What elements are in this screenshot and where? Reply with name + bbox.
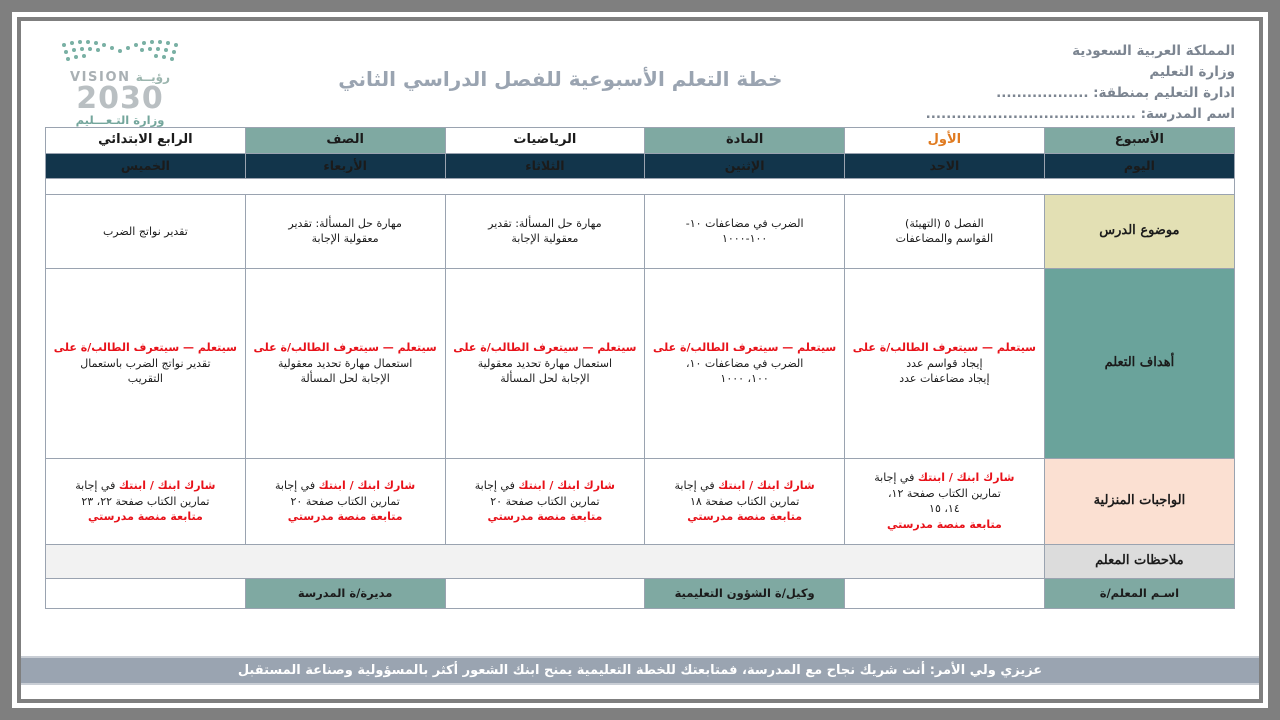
principal-value[interactable] [46, 578, 246, 608]
page-title-text: خطة التعلم الأسبوعية للفصل الدراسي الثاني [338, 67, 783, 91]
learning-goals-sunday [845, 268, 1045, 458]
vision-2030-logo [45, 35, 195, 127]
ministry-line: وزارة التعليم [1149, 63, 1235, 80]
learning-goals-monday [645, 268, 845, 458]
homework-foot: متابعة منصة مدرستي [87, 510, 203, 524]
school-name-field: اسم المدرسة: ......................................... [925, 105, 1235, 122]
page-title [195, 35, 926, 91]
spacer-cell [46, 178, 1235, 194]
goal-body: تقدير نواتج الضرب باستعمال التقريب [80, 356, 211, 386]
row-label-teacher-name: اسـم المعلم/ة [1044, 578, 1234, 608]
homework-thursday [46, 458, 246, 544]
vision-dots-icon [56, 39, 184, 65]
goal-head: سيتعلم — سيتعرف الطالب/ة على [653, 340, 837, 354]
parent-message-text: عزيزي ولي الأمر: أنت شريك نجاح مع المدرسة، فمتابعتك للخطة التعليمية يمنح ابنك الشعور أكثر بالمسؤولية وصناعة المستقبل [237, 663, 1043, 678]
goal-body: استعمال مهارة تحديد معقولية الإجابة لحل المسألة [278, 356, 413, 386]
subject-value: الرياضيات [445, 128, 645, 154]
homework-foot: متابعة منصة مدرستي [886, 518, 1002, 532]
vision-year: 2030 [76, 81, 164, 116]
homework-mid: في إجابة تمارين الكتاب صفحة ٢٢، ٢٣ [75, 478, 210, 508]
day-header-thursday: الخميس [46, 153, 246, 178]
week-label: الأسبوع [1044, 128, 1234, 154]
homework-foot: متابعة منصة مدرستي [287, 510, 403, 524]
row-label-teacher-notes: ملاحظات المعلم [1044, 544, 1234, 578]
row-label-lesson-topic: موضوع الدرس [1044, 194, 1234, 268]
homework-monday [645, 458, 845, 544]
learning-goals-thursday [46, 268, 246, 458]
table-row-lesson-topic [46, 194, 1235, 268]
table-row-signatures [46, 578, 1235, 608]
homework-foot: متابعة منصة مدرستي [687, 510, 803, 524]
grade-value: الرابع الابتدائي [46, 128, 246, 154]
logo-ministry-text: وزارة التـعـــليم [75, 112, 165, 127]
homework-mid: في إجابة تمارين الكتاب صفحة ١٢، ١٤، ١٥ [874, 470, 1001, 516]
learning-goals-tuesday [445, 268, 645, 458]
homework-head: شارك ابنك / ابنتك [118, 478, 216, 492]
lesson-topic-monday: الضرب في مضاعفات ١٠- ١٠٠-١٠٠٠ [645, 194, 845, 268]
table-row-meta [46, 128, 1235, 154]
lesson-topic-thursday: تقدير نواتج الضرب [46, 194, 246, 268]
goal-head: سيتعلم — سيتعرف الطالب/ة على [53, 340, 237, 354]
homework-body [849, 470, 1040, 518]
vision-word: VISION [69, 70, 131, 85]
homework-head: شارك ابنك / ابنتك [318, 478, 416, 492]
homework-sunday [845, 458, 1045, 544]
goal-head: سيتعلم — سيتعرف الطالب/ة على [453, 340, 637, 354]
day-header-sunday: الاحد [845, 153, 1045, 178]
table-row-homework [46, 458, 1235, 544]
homework-body [250, 478, 441, 510]
homework-body [450, 478, 641, 510]
homework-mid: في إجابة تمارين الكتاب صفحة ١٨ [674, 478, 800, 508]
parent-message-banner [21, 656, 1259, 685]
ministry-info-block [926, 35, 1235, 125]
goal-body: استعمال مهارة تحديد معقولية الإجابة لحل المسألة [477, 356, 613, 386]
learning-goals-wednesday [245, 268, 445, 458]
homework-mid: في إجابة تمارين الكتاب صفحة ٢٠ [474, 478, 600, 508]
lesson-topic-wednesday: مهارة حل المسألة: تقدير معقولية الإجابة [245, 194, 445, 268]
goal-head: سيتعلم — سيتعرف الطالب/ة على [852, 340, 1037, 354]
table-spacer-row [46, 178, 1235, 194]
document-page [21, 21, 1259, 699]
week-value: الأول [845, 128, 1045, 154]
table-row-days [46, 153, 1235, 178]
lesson-topic-sunday: الفصل ٥ (التهيئة) القواسم والمضاعفات [845, 194, 1045, 268]
homework-tuesday [445, 458, 645, 544]
homework-head: شارك ابنك / ابنتك [718, 478, 815, 492]
table-row-learning-goals [46, 268, 1235, 458]
homework-head: شارك ابنك / ابنتك [917, 470, 1015, 484]
day-header-label: اليوم [1044, 153, 1234, 178]
kingdom-line: المملكة العربية السعودية [1072, 43, 1235, 59]
principal-label: مديرة/ة المدرسة [245, 578, 445, 608]
frame-inner-border [12, 12, 1268, 708]
vision-word-arabic: رؤيــة [135, 70, 171, 84]
goal-head: سيتعلم — سيتعرف الطالب/ة على [253, 340, 437, 354]
homework-head: شارك ابنك / ابنتك [518, 478, 615, 492]
homework-wednesday [245, 458, 445, 544]
teacher-notes-value[interactable] [46, 544, 1045, 578]
homework-mid: في إجابة تمارين الكتاب صفحة ٢٠ [275, 478, 400, 508]
region-field: ادارة التعليم بمنطقة: .................. [996, 84, 1235, 101]
row-label-homework: الواجبات المنزلية [1044, 458, 1234, 544]
homework-body [649, 478, 840, 510]
table-row-teacher-notes [46, 544, 1235, 578]
homework-body [50, 478, 241, 510]
weekly-plan-table [45, 127, 1235, 609]
day-header-tuesday: الثلاثاء [445, 153, 645, 178]
supervisor-label: وكيل/ة الشؤون التعليمية [645, 578, 845, 608]
subject-label: المادة [645, 128, 845, 154]
teacher-name-value[interactable] [845, 578, 1045, 608]
row-label-learning-goals: أهداف التعلم [1044, 268, 1234, 458]
grade-label: الصف [245, 128, 445, 154]
document-header [45, 35, 1235, 127]
goal-body: إيجاد قواسم عدد إيجاد مضاعفات عدد [899, 356, 990, 386]
day-header-wednesday: الأربعاء [245, 153, 445, 178]
supervisor-value[interactable] [445, 578, 645, 608]
lesson-topic-tuesday: مهارة حل المسألة: تقدير معقولية الإجابة [445, 194, 645, 268]
goal-body: الضرب في مضاعفات ١٠، ١٠٠، ١٠٠٠ [685, 356, 804, 386]
homework-foot: متابعة منصة مدرستي [487, 510, 603, 524]
day-header-monday: الإثنين [645, 153, 845, 178]
